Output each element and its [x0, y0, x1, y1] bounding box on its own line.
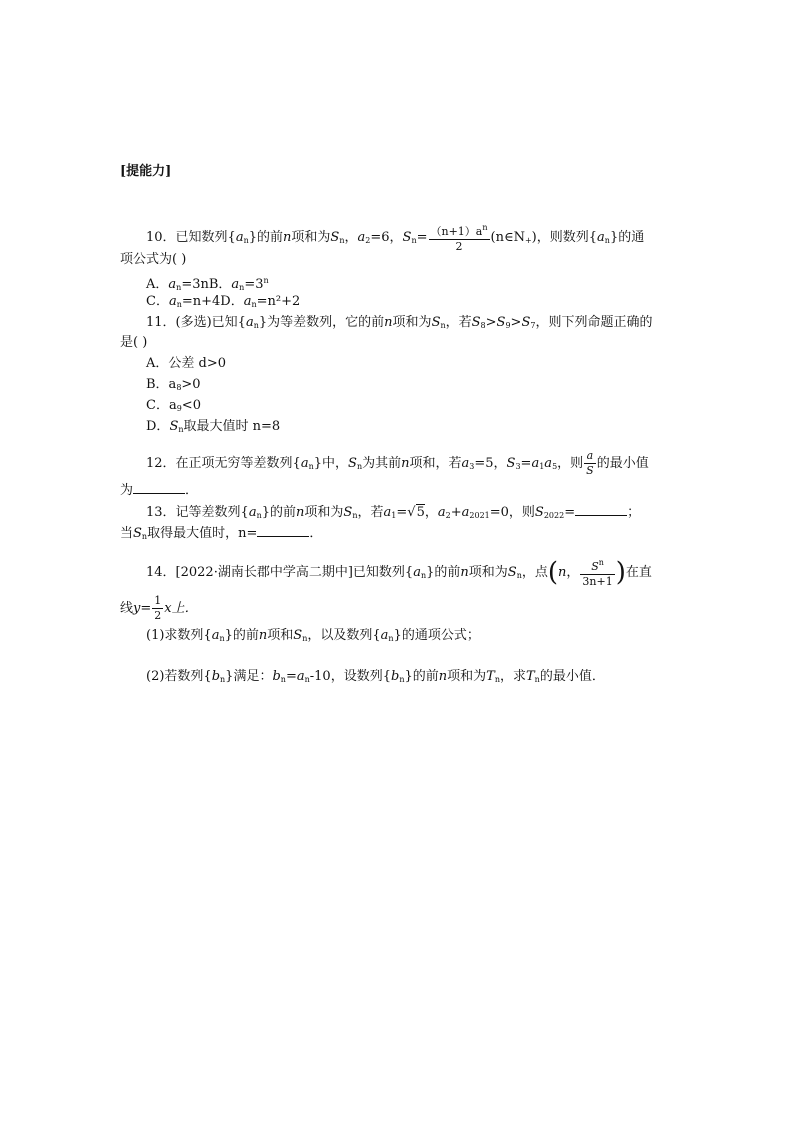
option-b: B．$a_8>0$: [146, 377, 201, 392]
question-12: 12．在正项无穷等差数列$\{a_n\}$中，$S_n$为其前n项和，若$a_3=5$，$S_3=a_1a_5$，则 $\frac{a}{S}$ 的最小值: [146, 449, 649, 477]
option-c: C．$a_9<0$: [146, 398, 201, 413]
question-14-line2: 线y= $\frac{1}{2}$ x上．: [120, 594, 198, 622]
question-11-line2: 是( ): [120, 335, 148, 350]
option-a: A．公差 d>0: [146, 356, 227, 371]
fraction: $\frac{(n+1)a^n}{2}$: [430, 223, 488, 253]
question-13: 13．记等差数列$\{a_n\}$的前n项和为$S_n$，若$a_1=√5$，$a_2+a_{2021}=0$，则$S_{2022}=$ ；: [146, 505, 641, 520]
fraction: $\frac{S^n}{3n+1}$: [582, 558, 613, 588]
fraction: $\frac{1}{2}$: [154, 594, 162, 622]
question-14-part-1: (1)求数列$\{a_n\}$的前n项和$S_n$，以及数列$\{a_n\}$的通项公式；: [146, 628, 480, 643]
answer-blank: [133, 481, 185, 494]
answer-blank: [575, 503, 627, 516]
question-11: 11．(多选)已知$\{a_n\}$为等差数列，它的前n项和为$S_n$，若$S_8>S_9>S_7$，则下列命题正确的: [146, 315, 653, 330]
option-d: D．$S_n$取最大值时 n=8: [146, 419, 281, 434]
question-10: 10．已知数列$\{a_n\}$的前n项和为$S_n$，$a_2=6$，$S_n=$ $\frac{(n+1)a^n}{2}$ $(n\in N_+)$，则数列$\{a_n\}$的通: [146, 223, 645, 253]
answer-blank: [257, 524, 309, 537]
question-10-line2: 项公式为( ): [120, 252, 187, 267]
question-12-line2: 为 ．: [120, 483, 199, 498]
question-10-options-cd: C．$a_n=n+4D$．$a_n=n^2+2$: [146, 294, 301, 309]
section-title: [提能力]: [120, 164, 172, 179]
question-14-part-2: (2)若数列$\{b_n\}$满足：$b_n=a_n-10$，设数列$\{b_n\}$的前n项和为$T_n$，求$T_n$的最小值．: [146, 669, 605, 684]
question-13-line2: 当$S_n$取得最大值时，n= ．: [120, 526, 323, 541]
fraction: $\frac{a}{S}$: [586, 449, 594, 477]
question-10-options-ab: A．$a_n=3nB$．$a_n=3^n$: [146, 276, 269, 292]
question-14: 14．[2022·湖南长郡中学高二期中]已知数列$\{a_n\}$的前n项和为$S_n$，点(n， $\frac{S^n}{3n+1}$ )在直: [146, 557, 652, 588]
